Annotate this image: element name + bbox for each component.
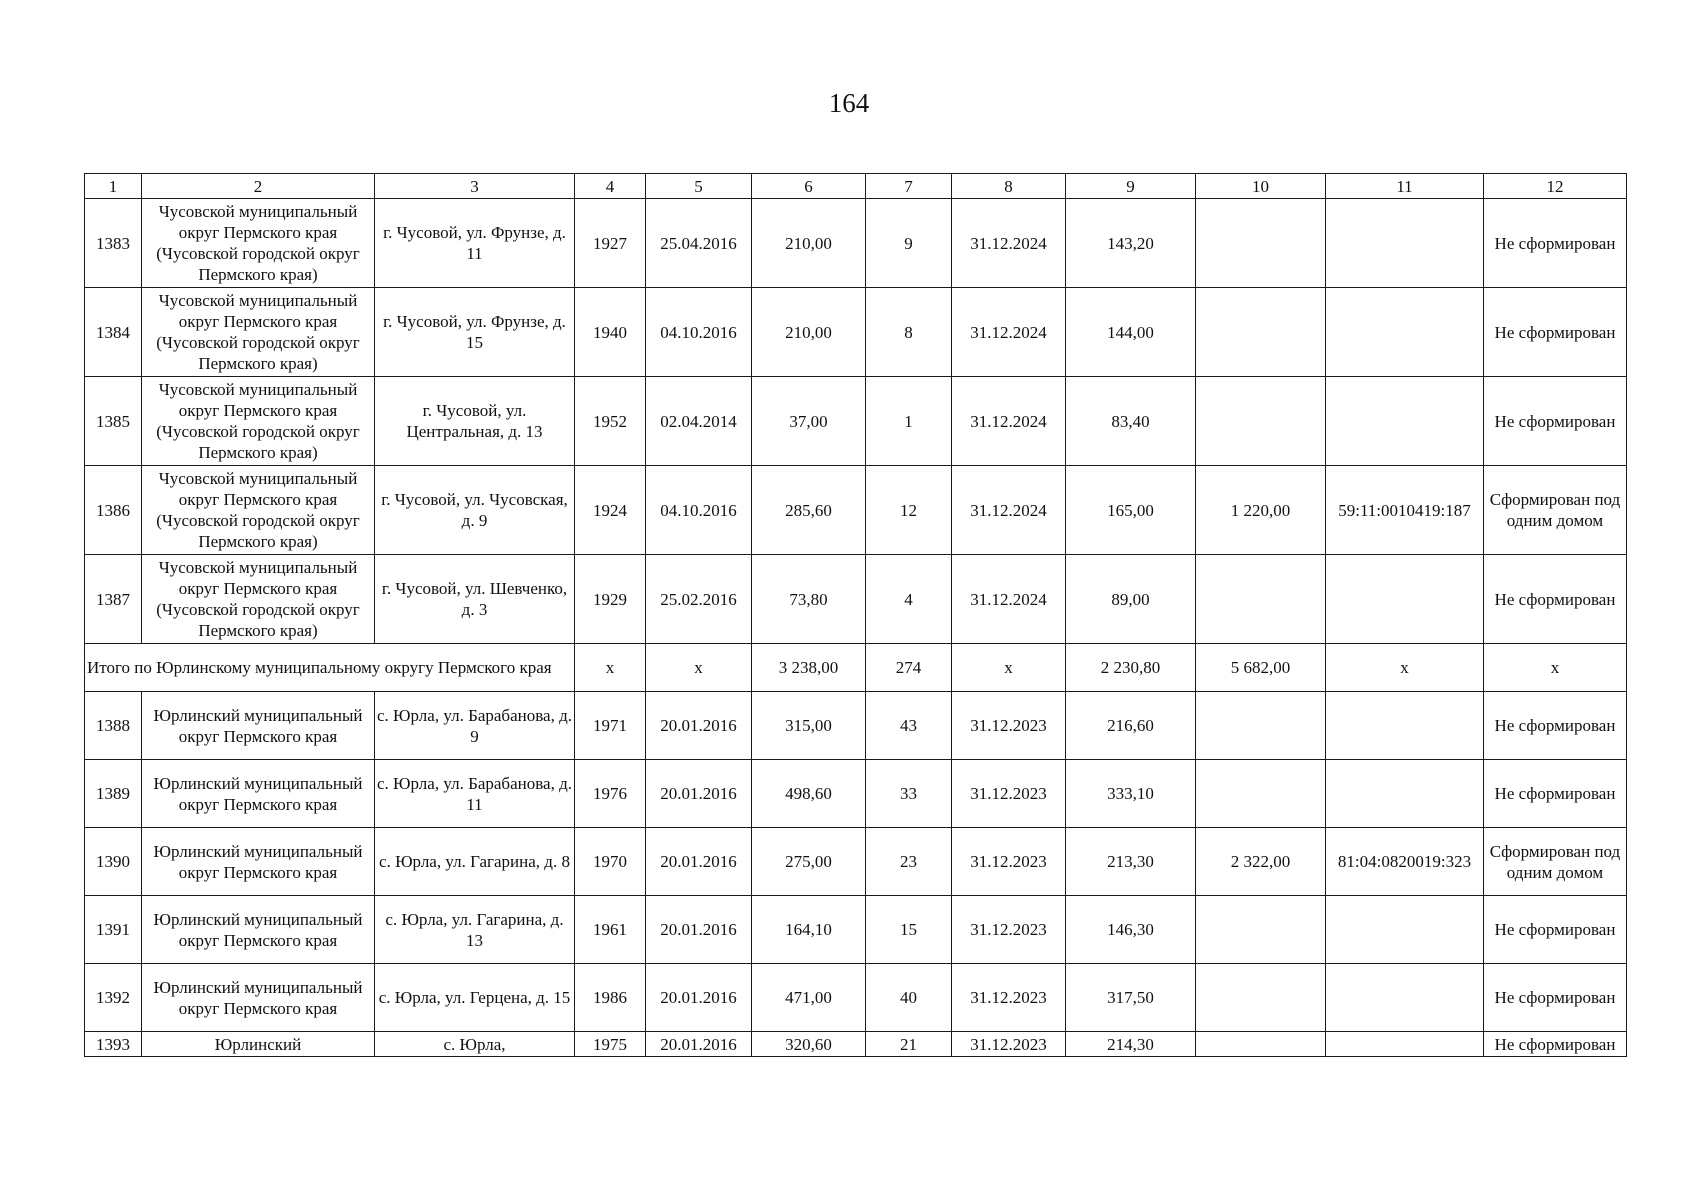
municipality-cell: Чусовской муниципальный округ Пермского края (Чусовской городской округ Пермского края) bbox=[142, 377, 375, 466]
table-row bbox=[85, 199, 1627, 288]
table-row bbox=[85, 964, 1627, 1032]
year-built-cell: 1970 bbox=[575, 828, 646, 896]
residents-cell: 4 bbox=[866, 555, 952, 644]
row-number-cell: 1386 bbox=[85, 466, 142, 555]
municipality-cell: Чусовской муниципальный округ Пермского края (Чусовской городской округ Пермского края) bbox=[142, 466, 375, 555]
land-area-cell: 1 220,00 bbox=[1196, 466, 1326, 555]
municipality-cell: Юрлинский муниципальный округ Пермского края bbox=[142, 896, 375, 964]
living-area-cell: 165,00 bbox=[1066, 466, 1196, 555]
living-area-cell: 213,30 bbox=[1066, 828, 1196, 896]
year-built-cell: 1986 bbox=[575, 964, 646, 1032]
cadastral-number-cell bbox=[1326, 288, 1484, 377]
total-date-cell: x bbox=[646, 644, 752, 692]
decision-date-cell: 20.01.2016 bbox=[646, 1032, 752, 1057]
row-number-cell: 1391 bbox=[85, 896, 142, 964]
decision-date-cell: 02.04.2014 bbox=[646, 377, 752, 466]
row-number-cell: 1388 bbox=[85, 692, 142, 760]
area-cell: 73,80 bbox=[752, 555, 866, 644]
cadastral-number-cell bbox=[1326, 199, 1484, 288]
decision-date-cell: 20.01.2016 bbox=[646, 828, 752, 896]
column-number-cell: 8 bbox=[952, 174, 1066, 199]
area-cell: 37,00 bbox=[752, 377, 866, 466]
living-area-cell: 144,00 bbox=[1066, 288, 1196, 377]
land-status-cell: Не сформирован bbox=[1484, 555, 1627, 644]
address-cell: г. Чусовой, ул. Шевченко, д. 3 bbox=[375, 555, 575, 644]
total-deadline-cell: x bbox=[952, 644, 1066, 692]
land-status-cell: Не сформирован bbox=[1484, 760, 1627, 828]
deadline-cell: 31.12.2023 bbox=[952, 1032, 1066, 1057]
area-cell: 471,00 bbox=[752, 964, 866, 1032]
row-number-cell: 1393 bbox=[85, 1032, 142, 1057]
deadline-cell: 31.12.2024 bbox=[952, 466, 1066, 555]
column-number-cell: 3 bbox=[375, 174, 575, 199]
municipality-cell: Чусовской муниципальный округ Пермского края (Чусовской городской округ Пермского края) bbox=[142, 199, 375, 288]
deadline-cell: 31.12.2024 bbox=[952, 288, 1066, 377]
living-area-cell: 143,20 bbox=[1066, 199, 1196, 288]
residents-cell: 33 bbox=[866, 760, 952, 828]
table-row bbox=[85, 377, 1627, 466]
residents-cell: 15 bbox=[866, 896, 952, 964]
residents-cell: 8 bbox=[866, 288, 952, 377]
year-built-cell: 1929 bbox=[575, 555, 646, 644]
residents-cell: 1 bbox=[866, 377, 952, 466]
table-row bbox=[85, 760, 1627, 828]
year-built-cell: 1975 bbox=[575, 1032, 646, 1057]
cadastral-number-cell: 81:04:0820019:323 bbox=[1326, 828, 1484, 896]
area-cell: 315,00 bbox=[752, 692, 866, 760]
land-area-cell bbox=[1196, 896, 1326, 964]
year-built-cell: 1961 bbox=[575, 896, 646, 964]
address-cell: г. Чусовой, ул. Чусовская, д. 9 bbox=[375, 466, 575, 555]
municipality-cell: Юрлинский муниципальный округ Пермского края bbox=[142, 760, 375, 828]
total-year-cell: x bbox=[575, 644, 646, 692]
cadastral-number-cell bbox=[1326, 692, 1484, 760]
deadline-cell: 31.12.2023 bbox=[952, 692, 1066, 760]
table-row bbox=[85, 828, 1627, 896]
address-cell: с. Юрла, bbox=[375, 1032, 575, 1057]
municipality-cell: Чусовской муниципальный округ Пермского края (Чусовской городской округ Пермского края) bbox=[142, 288, 375, 377]
deadline-cell: 31.12.2023 bbox=[952, 896, 1066, 964]
address-cell: г. Чусовой, ул. Фрунзе, д. 11 bbox=[375, 199, 575, 288]
row-number-cell: 1389 bbox=[85, 760, 142, 828]
living-area-cell: 146,30 bbox=[1066, 896, 1196, 964]
land-area-cell bbox=[1196, 760, 1326, 828]
area-cell: 285,60 bbox=[752, 466, 866, 555]
municipality-cell: Юрлинский bbox=[142, 1032, 375, 1057]
residents-cell: 43 bbox=[866, 692, 952, 760]
year-built-cell: 1927 bbox=[575, 199, 646, 288]
land-area-cell bbox=[1196, 288, 1326, 377]
address-cell: с. Юрла, ул. Барабанова, д. 9 bbox=[375, 692, 575, 760]
land-status-cell: Не сформирован bbox=[1484, 199, 1627, 288]
deadline-cell: 31.12.2024 bbox=[952, 199, 1066, 288]
living-area-cell: 214,30 bbox=[1066, 1032, 1196, 1057]
column-number-row bbox=[85, 174, 1627, 199]
land-area-cell bbox=[1196, 964, 1326, 1032]
total-row bbox=[85, 644, 1627, 692]
area-cell: 320,60 bbox=[752, 1032, 866, 1057]
column-number-cell: 11 bbox=[1326, 174, 1484, 199]
land-status-cell: Не сформирован bbox=[1484, 288, 1627, 377]
residents-cell: 23 bbox=[866, 828, 952, 896]
column-number-cell: 2 bbox=[142, 174, 375, 199]
address-cell: г. Чусовой, ул. Центральная, д. 13 bbox=[375, 377, 575, 466]
area-cell: 164,10 bbox=[752, 896, 866, 964]
decision-date-cell: 20.01.2016 bbox=[646, 896, 752, 964]
row-number-cell: 1392 bbox=[85, 964, 142, 1032]
column-number-cell: 1 bbox=[85, 174, 142, 199]
cadastral-number-cell bbox=[1326, 964, 1484, 1032]
table-row bbox=[85, 692, 1627, 760]
address-cell: г. Чусовой, ул. Фрунзе, д. 15 bbox=[375, 288, 575, 377]
column-number-cell: 6 bbox=[752, 174, 866, 199]
row-number-cell: 1385 bbox=[85, 377, 142, 466]
housing-registry-table bbox=[84, 173, 1627, 1057]
deadline-cell: 31.12.2023 bbox=[952, 828, 1066, 896]
year-built-cell: 1976 bbox=[575, 760, 646, 828]
table-row bbox=[85, 896, 1627, 964]
decision-date-cell: 04.10.2016 bbox=[646, 466, 752, 555]
cadastral-number-cell bbox=[1326, 555, 1484, 644]
residents-cell: 12 bbox=[866, 466, 952, 555]
column-number-cell: 5 bbox=[646, 174, 752, 199]
municipality-cell: Чусовской муниципальный округ Пермского края (Чусовской городской округ Пермского края) bbox=[142, 555, 375, 644]
decision-date-cell: 20.01.2016 bbox=[646, 760, 752, 828]
municipality-cell: Юрлинский муниципальный округ Пермского края bbox=[142, 692, 375, 760]
address-cell: с. Юрла, ул. Гагарина, д. 8 bbox=[375, 828, 575, 896]
residents-cell: 21 bbox=[866, 1032, 952, 1057]
living-area-cell: 89,00 bbox=[1066, 555, 1196, 644]
table-row bbox=[85, 466, 1627, 555]
land-area-cell bbox=[1196, 199, 1326, 288]
land-area-cell bbox=[1196, 692, 1326, 760]
land-status-cell: Не сформирован bbox=[1484, 377, 1627, 466]
cadastral-number-cell bbox=[1326, 896, 1484, 964]
decision-date-cell: 20.01.2016 bbox=[646, 692, 752, 760]
decision-date-cell: 04.10.2016 bbox=[646, 288, 752, 377]
column-number-cell: 9 bbox=[1066, 174, 1196, 199]
row-number-cell: 1387 bbox=[85, 555, 142, 644]
living-area-cell: 83,40 bbox=[1066, 377, 1196, 466]
row-number-cell: 1384 bbox=[85, 288, 142, 377]
residents-cell: 9 bbox=[866, 199, 952, 288]
column-number-cell: 10 bbox=[1196, 174, 1326, 199]
address-cell: с. Юрла, ул. Гагарина, д. 13 bbox=[375, 896, 575, 964]
total-area-cell: 3 238,00 bbox=[752, 644, 866, 692]
cadastral-number-cell bbox=[1326, 377, 1484, 466]
table-row bbox=[85, 555, 1627, 644]
living-area-cell: 317,50 bbox=[1066, 964, 1196, 1032]
deadline-cell: 31.12.2023 bbox=[952, 760, 1066, 828]
year-built-cell: 1971 bbox=[575, 692, 646, 760]
year-built-cell: 1924 bbox=[575, 466, 646, 555]
land-status-cell: Не сформирован bbox=[1484, 964, 1627, 1032]
total-label: Итого по Юрлинскому муниципальному округу Пермского края bbox=[85, 644, 575, 692]
table-row bbox=[85, 1032, 1627, 1057]
year-built-cell: 1940 bbox=[575, 288, 646, 377]
living-area-cell: 216,60 bbox=[1066, 692, 1196, 760]
land-status-cell: Не сформирован bbox=[1484, 896, 1627, 964]
land-area-cell bbox=[1196, 377, 1326, 466]
deadline-cell: 31.12.2024 bbox=[952, 377, 1066, 466]
land-status-cell: Сформирован под одним домом bbox=[1484, 828, 1627, 896]
decision-date-cell: 25.02.2016 bbox=[646, 555, 752, 644]
land-status-cell: Не сформирован bbox=[1484, 692, 1627, 760]
total-cadastral-cell: x bbox=[1326, 644, 1484, 692]
row-number-cell: 1383 bbox=[85, 199, 142, 288]
total-land-area-cell: 5 682,00 bbox=[1196, 644, 1326, 692]
column-number-cell: 7 bbox=[866, 174, 952, 199]
cadastral-number-cell: 59:11:0010419:187 bbox=[1326, 466, 1484, 555]
table-row bbox=[85, 288, 1627, 377]
page-number: 164 bbox=[828, 88, 870, 118]
address-cell: с. Юрла, ул. Герцена, д. 15 bbox=[375, 964, 575, 1032]
total-residents-cell: 274 bbox=[866, 644, 952, 692]
area-cell: 275,00 bbox=[752, 828, 866, 896]
area-cell: 210,00 bbox=[752, 199, 866, 288]
deadline-cell: 31.12.2023 bbox=[952, 964, 1066, 1032]
land-area-cell bbox=[1196, 555, 1326, 644]
cadastral-number-cell bbox=[1326, 1032, 1484, 1057]
residents-cell: 40 bbox=[866, 964, 952, 1032]
municipality-cell: Юрлинский муниципальный округ Пермского края bbox=[142, 828, 375, 896]
area-cell: 498,60 bbox=[752, 760, 866, 828]
living-area-cell: 333,10 bbox=[1066, 760, 1196, 828]
total-living-area-cell: 2 230,80 bbox=[1066, 644, 1196, 692]
land-area-cell: 2 322,00 bbox=[1196, 828, 1326, 896]
land-area-cell bbox=[1196, 1032, 1326, 1057]
column-number-cell: 12 bbox=[1484, 174, 1627, 199]
decision-date-cell: 25.04.2016 bbox=[646, 199, 752, 288]
land-status-cell: Не сформирован bbox=[1484, 1032, 1627, 1057]
land-status-cell: Сформирован под одним домом bbox=[1484, 466, 1627, 555]
row-number-cell: 1390 bbox=[85, 828, 142, 896]
decision-date-cell: 20.01.2016 bbox=[646, 964, 752, 1032]
year-built-cell: 1952 bbox=[575, 377, 646, 466]
column-number-cell: 4 bbox=[575, 174, 646, 199]
total-status-cell: x bbox=[1484, 644, 1627, 692]
municipality-cell: Юрлинский муниципальный округ Пермского края bbox=[142, 964, 375, 1032]
area-cell: 210,00 bbox=[752, 288, 866, 377]
cadastral-number-cell bbox=[1326, 760, 1484, 828]
deadline-cell: 31.12.2024 bbox=[952, 555, 1066, 644]
address-cell: с. Юрла, ул. Барабанова, д. 11 bbox=[375, 760, 575, 828]
